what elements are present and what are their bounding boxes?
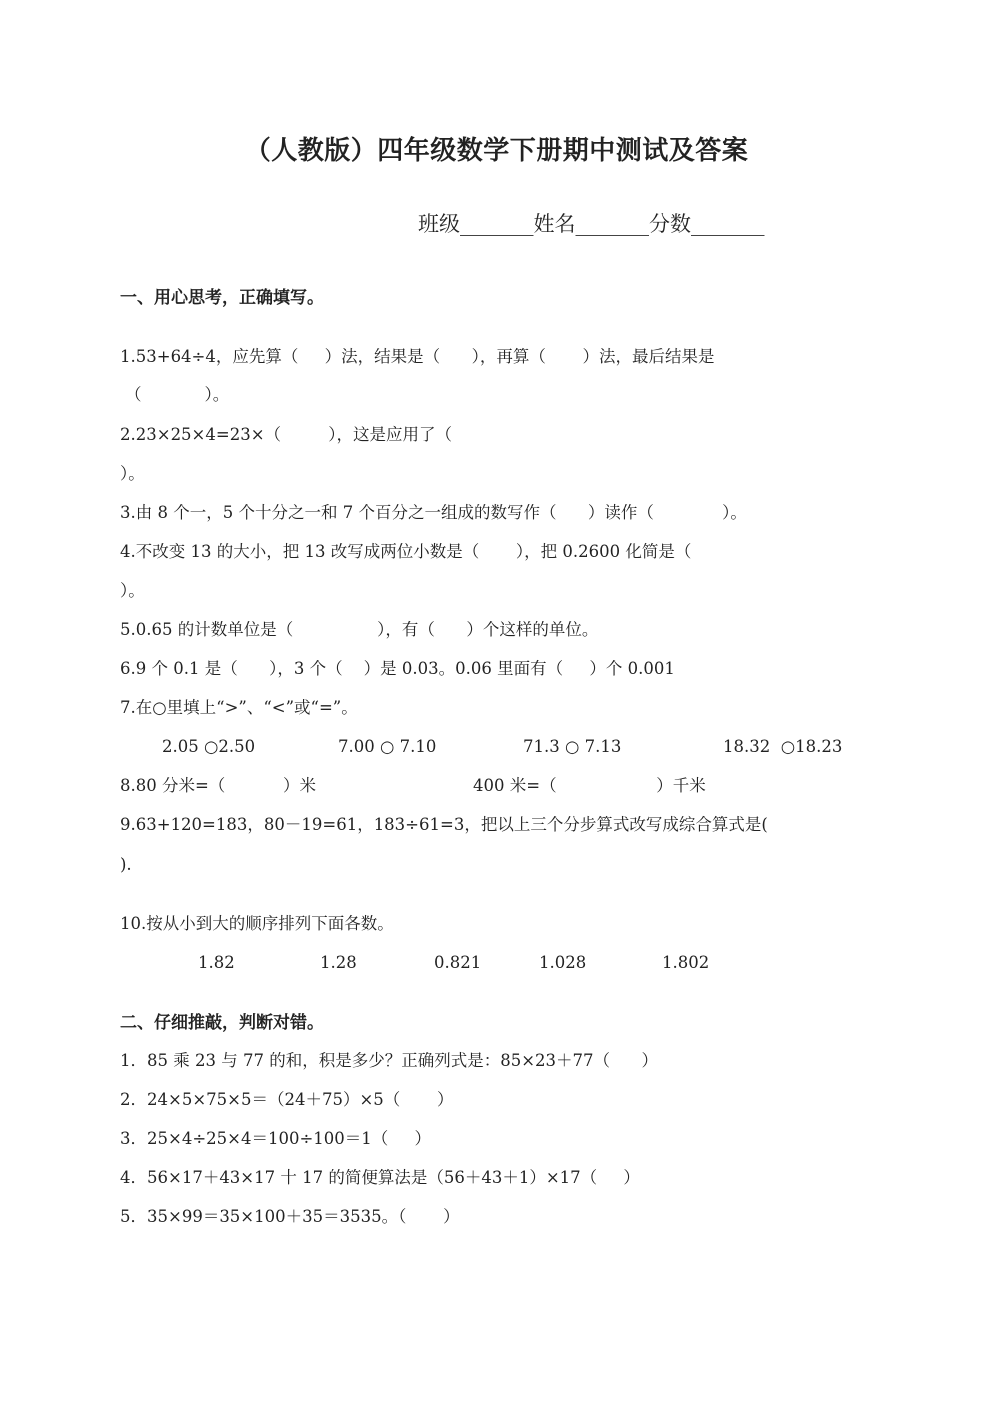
number-item: 0.821 xyxy=(434,953,482,972)
judge-item: 5．35×99＝35×100＋35＝3535。（ ） xyxy=(120,1207,460,1226)
question-line: ). xyxy=(120,855,132,874)
question-line: 10.按从小到大的顺序排列下面各数。 xyxy=(120,914,394,933)
section1-heading: 一、用心思考，正确填写。 xyxy=(120,288,324,308)
number-item: 1.82 xyxy=(198,953,235,972)
question-line: 400 米=（ ）千米 xyxy=(473,776,706,795)
question-line: （ ）。 xyxy=(125,385,230,404)
question-line: 9.63+120=183，80－19=61，183÷61=3，把以上三个分步算式改写成综合算式是( xyxy=(120,815,768,834)
question-line: 5.0.65 的计数单位是（ ），有（ ）个这样的单位。 xyxy=(120,620,599,639)
student-info-line: 班级_______姓名_______分数_______ xyxy=(418,212,765,236)
question-line: 7.在○里填上“>”、“<”或“=”。 xyxy=(120,698,358,717)
compare-item: 7.00 ○ 7.10 xyxy=(338,737,437,756)
question-line: 1.53+64÷4，应先算（ ）法，结果是（ ），再算（ ）法，最后结果是 xyxy=(120,347,715,366)
number-item: 1.28 xyxy=(320,953,357,972)
number-item: 1.802 xyxy=(662,953,710,972)
compare-item: 18.32 ○18.23 xyxy=(723,737,843,756)
compare-item: 71.3 ○ 7.13 xyxy=(523,737,622,756)
number-item: 1.028 xyxy=(539,953,587,972)
section2-heading: 二、仔细推敲，判断对错。 xyxy=(120,1013,324,1033)
question-line: 3.由 8 个一，5 个十分之一和 7 个百分之一组成的数写作（ ）读作（ ）。 xyxy=(120,503,747,522)
question-line: 6.9 个 0.1 是（ ），3 个（ ）是 0.03。0.06 里面有（ ）个 0.001 xyxy=(120,659,675,678)
question-line: 4.不改变 13 的大小，把 13 改写成两位小数是（ ），把 0.2600 化简是（ xyxy=(120,542,692,561)
question-line: ）。 xyxy=(120,464,145,483)
question-line: 8.80 分米=（ ）米 xyxy=(120,776,317,795)
question-line: ）。 xyxy=(120,581,145,600)
judge-item: 1．85 乘 23 与 77 的和，积是多少？正确列式是：85×23＋77（ ） xyxy=(120,1051,658,1070)
compare-item: 2.05 ○2.50 xyxy=(162,737,256,756)
judge-item: 2．24×5×75×5＝（24＋75）×5（ ） xyxy=(120,1090,454,1109)
judge-item: 4．56×17＋43×17 十 17 的简便算法是（56＋43＋1）×17（ ） xyxy=(120,1168,640,1187)
judge-item: 3．25×4÷25×4＝100÷100＝1（ ） xyxy=(120,1129,431,1148)
question-line: 2.23×25×4=23×（ ），这是应用了（ xyxy=(120,425,452,444)
page-title: （人教版）四年级数学下册期中测试及答案 xyxy=(244,136,749,166)
